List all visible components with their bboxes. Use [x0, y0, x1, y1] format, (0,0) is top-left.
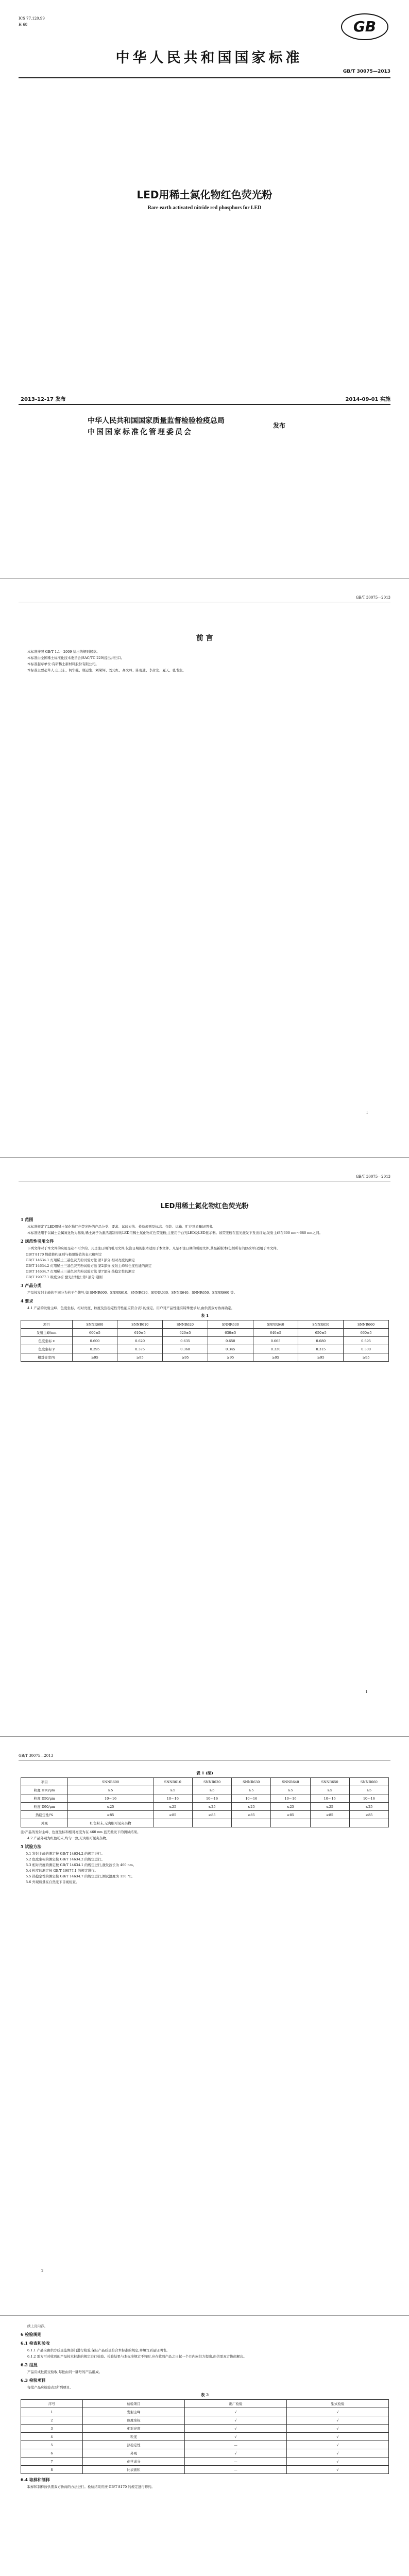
- table-cell: 粒度: [83, 2433, 185, 2441]
- table-cell: 发射主峰/nm: [21, 1329, 73, 1337]
- table-row: [21, 1794, 389, 1803]
- table-header-cell: 项目: [21, 1778, 68, 1786]
- paragraph: 每批产品应检验表2所列项目。: [27, 2385, 73, 2389]
- table-cell: √: [185, 2425, 287, 2433]
- table-cell: 600±5: [72, 1329, 117, 1337]
- table-cell: ≤25: [153, 1803, 192, 1811]
- table-cell: ≥95: [344, 1353, 389, 1362]
- table-cell: √: [185, 2433, 287, 2441]
- table-row: [21, 1811, 389, 1819]
- table-cell: ≤25: [192, 1803, 231, 1811]
- table-cell: [192, 1819, 231, 1827]
- table-header-cell: SNNR600: [68, 1778, 153, 1786]
- paragraph: 下列文件对于本文件的应用是必不可少的。凡是注日期的引用文件,仅注日期的版本适用于本文件。凡是不注日期的引用文件,其最新版本(包括所有的修改单)适用于本文件。: [27, 1246, 280, 1250]
- paragraph: 产品应成批提交验收,每批由同一牌号的产品组成。: [27, 2370, 103, 2374]
- table-cell: 3: [21, 2425, 83, 2433]
- foreword-body: [21, 649, 389, 674]
- table-cell: [271, 1819, 310, 1827]
- implement-date: 2014-09-01 实施: [345, 397, 390, 402]
- paragraph: 4.1 产品的发射主峰、色度坐标、相对亮度、粒度及热稳定性等性能应符合表1的规定。用户对产品性能有特殊要求时,由供需双方协商确定。: [27, 1306, 235, 1310]
- table-row: [21, 2408, 389, 2416]
- table-cell: 0.680: [298, 1337, 344, 1345]
- table-cell: 6: [21, 2449, 83, 2458]
- foreword-para: 本标准主要起草人:庄卫东、何华强、胡运生、刘荣辉、刘元红、高文玲、陈观通、李彦龙、夏天、张书生。: [27, 668, 186, 672]
- table-cell: ≤25: [310, 1803, 349, 1811]
- page-number: I: [366, 1111, 368, 1115]
- page-header-number: GB/T 30075—2013: [355, 596, 390, 600]
- table-cell: ≥5: [271, 1786, 310, 1794]
- table-cell: ≥95: [298, 1353, 344, 1362]
- table-row: [21, 1819, 389, 1827]
- table-header-cell: SNNR620: [163, 1320, 208, 1329]
- foreword-para: 本标准按照 GB/T 1.1—2009 给出的规则起草。: [27, 650, 100, 654]
- table-cell: 8: [21, 2466, 83, 2474]
- table-cell: 0.695: [344, 1337, 389, 1345]
- table-cell: √: [287, 2441, 389, 2449]
- table-cell: √: [287, 2425, 389, 2433]
- table-cell: √: [287, 2433, 389, 2441]
- table-cell: ≥85: [271, 1811, 310, 1819]
- table-cell: 外观: [83, 2449, 185, 2458]
- table-cell: 10～16: [310, 1794, 349, 1803]
- table-cell: 0.315: [298, 1345, 344, 1353]
- table-cell: ≥5: [68, 1786, 153, 1794]
- content-page-1: [0, 1158, 409, 1735]
- table-row: [21, 2466, 389, 2474]
- table-cell: ≥85: [153, 1811, 192, 1819]
- table-header-cell: SNNR640: [271, 1778, 310, 1786]
- table-cell: ≥95: [72, 1353, 117, 1362]
- foreword-para: 本标准起草单位:有研稀土新材料股份有限公司。: [27, 662, 99, 666]
- table-cell: 外观: [21, 1819, 68, 1827]
- table-cell: √: [185, 2449, 287, 2458]
- table-row: [21, 1786, 389, 1794]
- table-header-cell: SNNR640: [253, 1320, 298, 1329]
- table-cell: 630±5: [208, 1329, 253, 1337]
- table-1: [21, 1320, 389, 1362]
- table-caption: 表 1 (续): [196, 1771, 213, 1775]
- table-cell: 粒度 D50/μm: [21, 1794, 68, 1803]
- page-divider: [0, 1157, 409, 1158]
- table-row: [21, 2433, 389, 2441]
- table-cell: 发射主峰: [83, 2408, 185, 2416]
- section-heading: 1 范围: [21, 1217, 33, 1222]
- table-cell: 相对亮度: [83, 2425, 185, 2433]
- table-header-cell: SNNR660: [349, 1778, 388, 1786]
- reference-item: GB/T 14634.2 灯用稀土三基色荧光粉试验方法 第2部分:发射主峰和色度性能的测定: [26, 1264, 152, 1268]
- table-row: [21, 1337, 389, 1345]
- section-heading: 4 要求: [21, 1298, 33, 1303]
- page-header-number: GB/T 30075—2013: [355, 1175, 390, 1179]
- table-note: 注:产品的发射主峰、色度坐标和相对亮度为在 460 nm 蓝光激发下的测试结果。: [21, 1830, 141, 1834]
- standard-title-en: Rare earth activated nitride red phosphors for LED: [147, 205, 262, 211]
- table-header-cell: SNNR630: [208, 1320, 253, 1329]
- standard-number: GB/T 30075—2013: [343, 69, 390, 74]
- table-header-cell: SNNR660: [344, 1320, 389, 1329]
- table-cell: 5: [21, 2441, 83, 2449]
- table-row: [21, 2449, 389, 2458]
- table-cell: √: [287, 2408, 389, 2416]
- table-header-cell: SNNR650: [298, 1320, 344, 1329]
- table-1-body: [21, 1329, 389, 1362]
- issue-date: 2013-12-17 发布: [21, 397, 66, 402]
- table-cell: 4: [21, 2433, 83, 2441]
- page-divider: [0, 2315, 409, 2316]
- foreword-title: 前 言: [196, 634, 213, 642]
- national-standard-title: 中华人民共和国国家标准: [115, 50, 303, 66]
- table-header-cell: 型式检验: [287, 2400, 389, 2408]
- table-header-cell: SNNR630: [232, 1778, 271, 1786]
- table-cell: ≥85: [349, 1811, 388, 1819]
- table-row: [21, 1329, 389, 1337]
- table-cell: 0.620: [117, 1337, 163, 1345]
- reference-item: GB/T 14634.1 灯用稀土三基色荧光粉试验方法 第1部分:相对亮度的测定: [26, 1258, 135, 1262]
- table-cell: [232, 1819, 271, 1827]
- table-cell: 10～16: [192, 1794, 231, 1803]
- table-cell: 10～16: [349, 1794, 388, 1803]
- method-item: 5.4 粒度的测定按 GB/T 19077.1 的规定进行。: [26, 1869, 98, 1873]
- table-cell: ≥5: [192, 1786, 231, 1794]
- table-cell: 比表面积: [83, 2466, 185, 2474]
- table-row: [21, 2425, 389, 2433]
- foreword-para: 本标准由全国稀土标准化技术委员会(SAC/TC 229)提出并归口。: [27, 656, 125, 660]
- table-cell: ≥5: [349, 1786, 388, 1794]
- table-cell: —: [185, 2441, 287, 2449]
- table-2: [21, 2399, 389, 2474]
- table-cell: 610±5: [117, 1329, 163, 1337]
- page3-body: [21, 2324, 389, 2490]
- table-row: [21, 1353, 389, 1362]
- paragraph: 本标准适用于以碱土金属氮化物为基质,稀土离子为激活剂制得的LED用稀土氮化物红色荧光粉,主要用于白光LED及LED显示器。该荧光粉在蓝光激发下发出红光,发射主峰在600 nm～680 nm之间。: [27, 1231, 323, 1235]
- reference-item: GB/T 14634.7 灯用稀土三基色荧光粉试验方法 第7部分:热稳定性的测定: [26, 1269, 135, 1274]
- table-cell: 10～16: [68, 1794, 153, 1803]
- table-cell: [153, 1819, 192, 1827]
- table-2-body: [21, 2408, 389, 2474]
- table-cell: 化学成分: [83, 2458, 185, 2466]
- table-header-cell: SNNR610: [117, 1320, 163, 1329]
- table-cell: √: [185, 2408, 287, 2416]
- table-cell: ≤25: [271, 1803, 310, 1811]
- table-row: [21, 2441, 389, 2449]
- table-cell: 0.375: [117, 1345, 163, 1353]
- section-heading: 5 试验方法: [21, 1844, 42, 1849]
- page-number: 2: [41, 2269, 44, 2273]
- table-cell: 650±5: [298, 1329, 344, 1337]
- section-heading: 6 检验规则: [21, 2332, 42, 2337]
- subsection-heading: 6.2 组批: [21, 2362, 38, 2367]
- content-page-2: [0, 1737, 409, 2314]
- foreword-page: [0, 579, 409, 1156]
- table-cell: ≥95: [253, 1353, 298, 1362]
- table-1-continued-body: [21, 1786, 389, 1827]
- cover-page: [0, 0, 409, 577]
- page1-body: [21, 1214, 389, 1362]
- ccs-code: H 68: [19, 23, 28, 27]
- table-cell: √: [185, 2416, 287, 2425]
- table-cell: 色度坐标 x: [21, 1337, 73, 1345]
- table-1-continued: [21, 1777, 389, 1827]
- table-header-cell: SNNR600: [72, 1320, 117, 1329]
- table-cell: √: [287, 2466, 389, 2474]
- table-cell: 粒度 D10/μm: [21, 1786, 68, 1794]
- method-item: 5.2 色度坐标的测定按 GB/T 14634.2 的规定进行。: [26, 1857, 105, 1861]
- table-cell: 2: [21, 2416, 83, 2425]
- table-cell: 色度坐标 y: [21, 1345, 73, 1353]
- table-cell: 7: [21, 2458, 83, 2466]
- table-cell: √: [287, 2449, 389, 2458]
- table-cell: 10～16: [232, 1794, 271, 1803]
- table-cell: [349, 1819, 388, 1827]
- body-title: LED用稀土氮化物红色荧光粉: [160, 1202, 249, 1210]
- table-cell: 粒度 D90/μm: [21, 1803, 68, 1811]
- table-header-cell: SNNR620: [192, 1778, 231, 1786]
- table-cell: ≤25: [232, 1803, 271, 1811]
- publisher-2: 中国国家标准化管理委员会: [88, 428, 193, 436]
- table-cell: 0.300: [344, 1345, 389, 1353]
- table-cell: 0.330: [253, 1345, 298, 1353]
- subsection-heading: 6.3 检验项目: [21, 2378, 46, 2383]
- paragraph: 续上页内容。: [27, 2324, 47, 2328]
- table-cell: [310, 1819, 349, 1827]
- table-cell: ≥85: [310, 1811, 349, 1819]
- table-header-cell: 项目: [21, 1320, 73, 1329]
- table-cell: ≥85: [232, 1811, 271, 1819]
- page-divider: [0, 578, 409, 579]
- table-header-cell: 出厂检验: [185, 2400, 287, 2408]
- cover-bottom-rule: [19, 404, 390, 405]
- gb-logo-text: GB: [353, 18, 377, 35]
- table-cell: ≥85: [68, 1811, 153, 1819]
- section-heading: 3 产品分类: [21, 1283, 42, 1288]
- table-cell: ≥95: [208, 1353, 253, 1362]
- method-item: 5.6 外观质量在自然光下目视检查。: [26, 1880, 79, 1884]
- table-cell: 相对亮度/%: [21, 1353, 73, 1362]
- table-header-cell: SNNR610: [153, 1778, 192, 1786]
- subsection-heading: 6.1 检查和验收: [21, 2341, 50, 2346]
- table-cell: —: [185, 2458, 287, 2466]
- table-cell: ≥5: [310, 1786, 349, 1794]
- reference-item: GB/T 8170 数值修约规则与极限数值的表示和判定: [26, 1252, 102, 1257]
- cover-top-rule: [19, 77, 390, 78]
- table-cell: ≥5: [153, 1786, 192, 1794]
- subsection-heading: 6.4 取样和制样: [21, 2477, 50, 2482]
- publish-word: 发布: [273, 422, 286, 429]
- table-cell: 热稳定性/%: [21, 1811, 68, 1819]
- table-cell: √: [287, 2416, 389, 2425]
- paragraph: 6.1.1 产品应由供方质量监督部门进行检验,保证产品质量符合本标准的规定,并填写质量证明书。: [27, 2348, 170, 2352]
- table-row: [21, 2416, 389, 2425]
- table-cell: 10～16: [271, 1794, 310, 1803]
- table-cell: 0.665: [253, 1337, 298, 1345]
- paragraph: 6.1.2 需方可对收到的产品按本标准的规定进行检验。检验结果与本标准规定不符时,应在收到产品之日起一个月内向供方提出,由供需双方协商解决。: [27, 2354, 247, 2359]
- gb-logo: [341, 13, 388, 40]
- table-cell: 620±5: [163, 1329, 208, 1337]
- table-header-cell: SNNR650: [310, 1778, 349, 1786]
- table-cell: ≤25: [68, 1803, 153, 1811]
- table-cell: √: [287, 2458, 389, 2466]
- table-cell: ≥95: [163, 1353, 208, 1362]
- table-row: [21, 2458, 389, 2466]
- table-row: [21, 1803, 389, 1811]
- publisher-1: 中华人民共和国国家质量监督检验检疫总局: [88, 417, 225, 425]
- table-cell: 色度坐标: [83, 2416, 185, 2425]
- table-cell: ≥85: [192, 1811, 231, 1819]
- table-cell: ≥95: [117, 1353, 163, 1362]
- table-cell: 0.360: [163, 1345, 208, 1353]
- page-header-number: GB/T 30075—2013: [19, 1754, 54, 1758]
- section-heading: 2 规范性引用文件: [21, 1239, 54, 1244]
- table-cell: 0.635: [163, 1337, 208, 1345]
- page-divider: [0, 1736, 409, 1737]
- method-item: 5.5 热稳定性的测定按 GB/T 14634.7 的规定进行,测试温度为 150 ℃。: [26, 1874, 135, 1878]
- table-row: [21, 1345, 389, 1353]
- table-caption: 表 1: [200, 1313, 209, 1318]
- table-cell: 640±5: [253, 1329, 298, 1337]
- table-cell: 10～16: [153, 1794, 192, 1803]
- method-item: 5.1 发射主峰的测定按 GB/T 14634.2 的规定进行。: [26, 1852, 105, 1856]
- table-cell: 0.345: [208, 1345, 253, 1353]
- paragraph: 4.2 产品外观为红色粉末,均匀一致,无肉眼可见夹杂物。: [27, 1836, 110, 1840]
- paragraph: 产品按发射主峰的不同分为若干个牌号,如 SNNR600、SNNR610、SNNR620、SNNR630、SNNR640、SNNR650、SNNR660 等。: [27, 1291, 237, 1295]
- method-item: 5.3 相对亮度的测定按 GB/T 14634.1 的规定进行,激发波长为 460 nm。: [26, 1863, 137, 1867]
- table-cell: ≥5: [232, 1786, 271, 1794]
- reference-item: GB/T 19077.1 粒度分析 激光衍射法 第1部分:通则: [26, 1275, 103, 1279]
- paragraph: 本标准规定了LED用稀土氮化物红色荧光粉的产品分类、要求、试验方法、检验规则及标志、包装、运输、贮存及质量证明书。: [27, 1225, 216, 1229]
- ics-code: ICS 77.120.99: [19, 16, 45, 21]
- table-cell: 0.600: [72, 1337, 117, 1345]
- table-cell: ≤25: [349, 1803, 388, 1811]
- table-cell: 红色粉末,无肉眼可见夹杂物: [68, 1819, 153, 1827]
- table-header-cell: 序号: [21, 2400, 83, 2408]
- table-cell: 热稳定性: [83, 2441, 185, 2449]
- table-cell: 0.650: [208, 1337, 253, 1345]
- table-caption: 表 2: [200, 2393, 209, 2397]
- table-cell: 1: [21, 2408, 83, 2416]
- page-number: 1: [365, 1690, 368, 1694]
- table-cell: 0.395: [72, 1345, 117, 1353]
- table-cell: —: [185, 2466, 287, 2474]
- page2-body: [21, 1768, 389, 1885]
- content-page-3: [0, 2316, 409, 2576]
- table-header-cell: 检验项目: [83, 2400, 185, 2408]
- paragraph: 取样和制样按供需双方协商的方法进行。检验结果应按 GB/T 8170 的规定进行修约。: [27, 2485, 155, 2489]
- table-cell: 660±5: [344, 1329, 389, 1337]
- standard-title-cn: LED用稀土氮化物红色荧光粉: [137, 189, 272, 201]
